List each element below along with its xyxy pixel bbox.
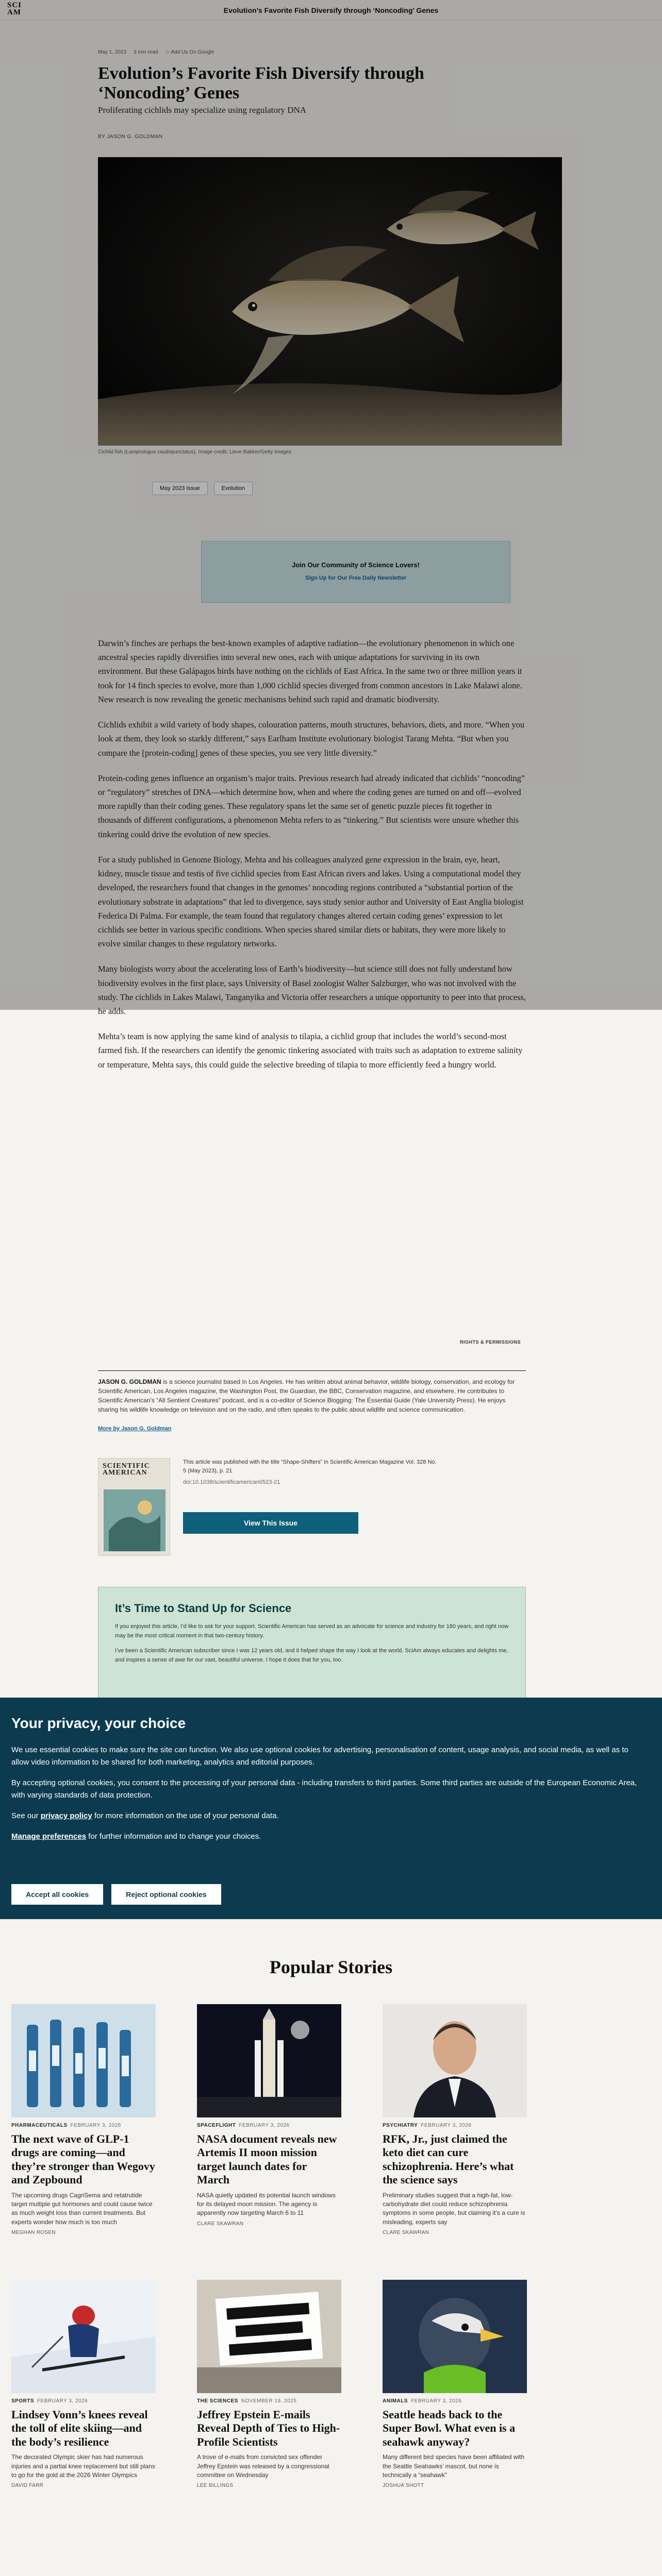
- paragraph-5: Many biologists worry about the accelerating loss of Earth’s biodiversity—but science still does not fully understand how biodiversity evolves in the first place, says University of Basel zoologist Walter Salzburger, who was not involved with the study. The cichlids in Lakes Malawi, Tanganyika and Victoria offer researchers a unique opportunity to peer into that process, he adds.: [98, 964, 526, 1016]
- story-image: [197, 2280, 341, 2393]
- story-title[interactable]: Jeffrey Epstein E-mails Reveal Depth of Ties to High-Profile Scientists: [197, 2408, 340, 2448]
- paragraph-1: Darwin’s finches are perhaps the best-known examples of adaptive radiation—the evolutionary phenomenon in which one ancestral species rapidly diversifies into several new ones, each with unique adaptations for surviving in its own environment. But these Galápagos birds have nothing on the cichlids of East Africa. In the same two or three million years it took for 14 finch species to evolve, more than 1,000 cichlid species diverged from common ancestors in Lake Malawi alone. New research is now revealing the genetic mechanisms behind such rapid and dramatic biodiversity.: [98, 638, 522, 704]
- issue-promo: [98, 1458, 526, 1556]
- glp1-pens-illustration: [11, 2004, 156, 2117]
- manage-preferences-link[interactable]: Manage preferences: [11, 1832, 87, 1841]
- story-image: [197, 2004, 341, 2117]
- accept-all-cookies-button[interactable]: Accept all cookies: [11, 1884, 103, 1905]
- cover-title: SCIENTIFIC AMERICAN: [103, 1462, 150, 1477]
- story-image: [383, 2004, 527, 2117]
- paragraph-6: Mehta’s team is now applying the same kind of analysis to tilapia, a cichlid group that includes the world’s second-most farmed fish. If the researchers can identify the genomic tinkering associated with traits such as adaptation to extreme salinity or temperature, Mehta says, this could guide the selective breeding of tilapia to more efficiently feed a hungry world.: [98, 1031, 523, 1070]
- header-article-title: Evolution’s Favorite Fish Diversify through ‘Noncoding’ Genes: [223, 6, 439, 14]
- popular-title: Popular Stories: [269, 1957, 393, 1977]
- cookie-banner: [0, 1698, 662, 1919]
- paragraph-4: For a study published in Genome Biology, Mehta and his colleagues analyzed gene expression in the brain, eye, heart, kidney, muscle tissue and testis of five cichlid species from East African rivers and lakes. Using a computational model they developed, the researchers found that changes in the genomes’ noncoding regions contributed a “substantial portion of the evolutionary substrate in adaptations” that led to divergence, says study senior author and University of East Anglia biologist Federica Di Palma. For example, the team found that regulatory changes altered certain coding genes’ expression to let cichlids see better in various specific conditions. When species shared similar diets or habitats, they were more likely to evolve similar changes to these regulatory networks.: [98, 854, 524, 949]
- story-summary: A trove of e-mails from convicted sex offender Jeffrey Epstein was released by a congressional committee on Wednesday: [197, 2453, 329, 2479]
- story-image: [383, 2280, 527, 2393]
- story-card[interactable]: PHARMACEUTICALS FEBRUARY 3, 2026 The next wave of GLP-1 drugs are coming—and they’re stronger than Wegovy and Zepbound The upcoming drugs CagriSema and retatrutide target multiple gut hormones and could cause twice as much weight loss than current treatments. But experts wonder how much is too much MEGHAN ROSEN: [11, 2004, 156, 2235]
- cookie-text-3: See our privacy policy for more information on the use of your personal data.: [11, 1811, 279, 1820]
- story-card[interactable]: SPACEFLIGHT FEBRUARY 3, 2026 NASA document reveals new Artemis II moon mission target launch dates for March NASA quietly updated its potential launch windows for its delayed moon mission. The agency is apparently now targeting March 6 to 11 CLARE SKAWRAN: [197, 2004, 341, 2227]
- google-icon: ☆: [165, 49, 170, 55]
- more-by-author-link[interactable]: More by Jason G. Goldman: [98, 1426, 172, 1432]
- story-title[interactable]: Lindsey Vonn’s knees reveal the toll of elite skiing—and the body’s resilience: [11, 2408, 148, 2448]
- hero-caption: Cichlid fish (Lamprologus caudopunctatus). Image credit: Lieve Bakker/Getty Images: [98, 449, 292, 455]
- paragraph-2: Cichlids exhibit a wild variety of body shapes, colouration patterns, mouth structures, behaviors, diets, and more. “When you look at them, they look so starkly different,” says Earlham Institute evolutionary biologist Tarang Mehta. “But when you compare the [protein-coding] genes of these species, you see very little diversity.”: [98, 720, 525, 758]
- story-byline: JOSHUA SHOTT: [383, 2483, 424, 2489]
- story-card[interactable]: SPORTS FEBRUARY 3, 2026 Lindsey Vonn’s knees reveal the toll of elite skiing—and the body’s resilience The decorated Olympic skier has had numerous injuries and a partial knee replacement but still plans to go for the gold at the 2026 Winter Olympics DAVID FARR: [11, 2280, 156, 2488]
- stand-up-para-2: I’ve been a Scientific American subscriber since I was 12 years old, and it helped shape the way I look at the world. SciAm always educates and delights me, and inspires a sense of awe for our vast, beautiful universe. I hope it does that for you, too.: [115, 1648, 508, 1663]
- story-summary: Preliminary studies suggest that a high-fat, low-carbohydrate diet could reduce schizophrenia symptoms in some people, but claiming it’s a cure is misleading, experts say: [383, 2191, 525, 2226]
- story-title[interactable]: NASA document reveals new Artemis II moon mission target launch dates for March: [197, 2132, 337, 2187]
- article-byline[interactable]: BY JASON G. GOLDMAN: [98, 134, 163, 140]
- read-time: 3 min read: [134, 49, 158, 55]
- newsletter-signup-link[interactable]: Sign Up for Our Free Daily Newsletter: [305, 575, 407, 581]
- google-preferred-link[interactable]: ☆ Add Us On Google: [165, 49, 214, 55]
- article-date: May 1, 2023: [98, 49, 127, 55]
- article-title: Evolution’s Favorite Fish Diversify through ‘Noncoding’ Genes: [98, 64, 424, 103]
- paragraph-3: Protein-coding genes influence an organism’s major traits. Previous research had already indicated that cichlids’ “noncoding” or “regulatory” stretches of DNA—which determine how, when and where the coding genes are turned on and off—evolved more rapidly than their coding genes. These regulatory spans let the same set of genetic puzzle pieces fit together in thousands of different configurations, a phenomenon Mehta refers to as “tinkering.” But scientists were unsure whether this tinkering could drive the evolution of new species.: [98, 773, 525, 839]
- story-image: [11, 2004, 156, 2117]
- story-byline: CLARE SKAWRAN: [383, 2230, 429, 2236]
- issue-cover[interactable]: [98, 1458, 170, 1556]
- cookie-text-4: Manage preferences for further information and to change your choices.: [11, 1832, 261, 1841]
- story-summary: The decorated Olympic skier has had numerous injuries and a partial knee replacement but still plans to go for the gold at the 2026 Winter Olympics: [11, 2453, 155, 2479]
- stand-up-heading: It’s Time to Stand Up for Science: [115, 1602, 292, 1615]
- story-summary: Many different bird species have been affiliated with the Seattle Seahawks’ mascot, but none is technically a “seahawk”: [383, 2453, 525, 2479]
- story-title[interactable]: Seattle heads back to the Super Bowl. What even is a seahawk anyway?: [383, 2408, 516, 2448]
- tag-issue[interactable]: May 2023 Issue: [152, 482, 208, 495]
- rights-permissions-link[interactable]: RIGHTS & PERMISSIONS: [460, 1340, 521, 1345]
- portrait-illustration: [383, 2004, 527, 2117]
- cover-art: [104, 1489, 166, 1551]
- sciam-logo[interactable]: SCI AM: [7, 1, 22, 17]
- modal-backdrop: [0, 0, 662, 1010]
- newsletter-heading: Join Our Community of Science Lovers!: [292, 561, 420, 569]
- article-subtitle: Proliferating cichlids may specialize using regulatory DNA: [98, 105, 307, 115]
- seahawk-mascot-illustration: [383, 2280, 527, 2393]
- story-image: [11, 2280, 156, 2393]
- artemis-rocket-illustration: [197, 2004, 341, 2117]
- cookie-text-2: By accepting optional cookies, you consent to the processing of your personal data - including transfers to third parties. Some third parties are outside of the European Economic Area, with varying standards of data protection.: [11, 1778, 637, 1800]
- story-card[interactable]: PSYCHIATRY FEBRUARY 3, 2026 RFK, Jr., just claimed the keto diet can cure schizophrenia. Here’s what the science says Preliminary studies suggest that a high-fat, low-carbohydrate diet could reduce schizophrenia symptoms in some people, but claiming it’s a cure is misleading, experts say CLARE SKAWRAN: [383, 2004, 527, 2235]
- issue-doi[interactable]: doi:10.1038/scientificamerican0523-21: [183, 1479, 280, 1485]
- story-card[interactable]: ANIMALS FEBRUARY 3, 2026 Seattle heads back to the Super Bowl. What even is a seahawk anyway? Many different bird species have been affiliated with the Seattle Seahawks’ mascot, but none is technically a “seahawk” JOSHUA SHOTT: [383, 2280, 527, 2488]
- story-summary: NASA quietly updated its potential launch windows for its delayed moon mission. The agency is apparently now targeting March 6 to 11: [197, 2191, 336, 2217]
- story-title[interactable]: RFK, Jr., just claimed the keto diet can cure schizophrenia. Here’s what the science says: [383, 2132, 514, 2187]
- cookie-banner-title: Your privacy, your choice: [11, 1715, 186, 1731]
- tag-evolution[interactable]: Evolution: [214, 482, 253, 495]
- author-name[interactable]: JASON G. GOLDMAN: [98, 1378, 161, 1385]
- stand-up-para-1: If you enjoyed this article, I’d like to ask for your support. Scientific American has served as an advocate for science and industry for 180 years, and right now may be the most critical moment in that two-century history.: [115, 1623, 509, 1639]
- story-byline: MEGHAN ROSEN: [11, 2230, 56, 2236]
- cookie-text-1: We use essential cookies to make sure the site can function. We also use optional cookies for advertising, personalisation of content, usage analysis, and social media, as well as to allow video information to be shared for both marketing, analytics and editorial purposes.: [11, 1745, 628, 1767]
- protest-sign-illustration: [197, 2280, 341, 2393]
- issue-citation: This article was published with the title “Shape-Shifters” in Scientific American Magazine Vol. 328 No. 5 (May 2023), p. 21: [183, 1459, 437, 1474]
- story-byline: LEE BILLINGS: [197, 2483, 234, 2489]
- author-bio-text: is a science journalist based in Los Angeles. He has written about animal behavior, wildlife biology, conservation, and ecology for Scientific American, Los Angeles magazine, the Washington Post, the Guardian, the BBC, Conservation magazine, and elsewhere. He contributes to Scientific American’s “All Sentient Creatures” podcast, and is a co-editor of Science Blogging: The Essential Guide (Yale University Press). He enjoys sharing his wildlife knowledge on television and on the radio, and often speaks to the public about wildlife and science communication.: [98, 1378, 515, 1413]
- skier-illustration: [11, 2280, 156, 2393]
- story-title[interactable]: The next wave of GLP-1 drugs are coming—and they’re stronger than Wegovy and Zepbound: [11, 2132, 155, 2187]
- story-summary: The upcoming drugs CagriSema and retatrutide target multiple gut hormones and could cause twice as much weight loss than current treatments. But experts wonder how much is too much: [11, 2191, 153, 2226]
- view-issue-button[interactable]: View This Issue: [183, 1512, 358, 1534]
- issue-info: [183, 1458, 441, 1487]
- story-card[interactable]: THE SCIENCES NOVEMBER 19, 2025 Jeffrey Epstein E-mails Reveal Depth of Ties to High-Profile Scientists A trove of e-mails from convicted sex offender Jeffrey Epstein was released by a congressional committee on Wednesday LEE BILLINGS: [197, 2280, 341, 2488]
- story-byline: CLARE SKAWRAN: [197, 2221, 244, 2227]
- story-byline: DAVID FARR: [11, 2483, 44, 2489]
- author-bio: [98, 1370, 526, 1433]
- privacy-policy-link[interactable]: privacy policy: [40, 1811, 92, 1820]
- popular-stories: [0, 1919, 662, 2576]
- stand-up-box: [98, 1587, 526, 1716]
- reject-optional-cookies-button[interactable]: Reject optional cookies: [111, 1884, 221, 1905]
